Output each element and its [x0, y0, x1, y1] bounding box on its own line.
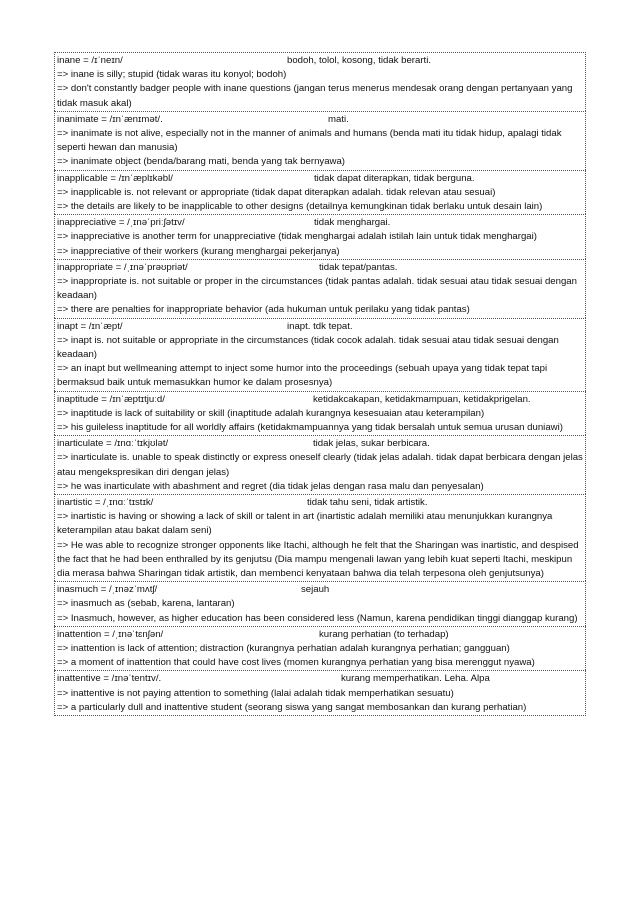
- entry-header: [57, 672, 583, 686]
- entry-inasmuch: [54, 581, 586, 626]
- entry-definition: => inattentive is not paying attention to something (lalai adalah tidak memperhatikan sesuatu): [57, 687, 454, 699]
- entry-inaptitude: [54, 391, 586, 436]
- entry-header: [57, 113, 583, 127]
- entry-definition: => inane is silly; stupid (tidak waras itu konyol; bodoh): [57, 69, 287, 81]
- entry-example: => a moment of inattention that could have cost lives (momen kurangnya perhatian yang bisa merenggut nyawa): [57, 657, 535, 669]
- entry-inattentive: [54, 670, 586, 716]
- entry-gloss: tidak dapat diterapkan, tidak berguna.: [314, 172, 475, 184]
- entry-example: => inanimate object (benda/barang mati, benda yang tak bernyawa): [57, 156, 345, 168]
- entry-definition: => inaptitude is lack of suitability or skill (inaptitude adalah kurangnya kesesuaian atau keterampilan): [57, 407, 485, 419]
- entry-definition: => inasmuch as (sebab, karena, lantaran): [57, 598, 235, 610]
- entry-header: [57, 583, 583, 597]
- entry-inane: [54, 52, 586, 111]
- entry-example: => inappreciative of their workers (kurang menghargai pekerjanya): [57, 245, 340, 257]
- entry-term: inane = /ɪˈneɪn/: [57, 55, 123, 66]
- entry-gloss: tidak tahu seni, tidak artistik.: [307, 496, 428, 508]
- entry-definition: => inappropriate is. not suitable or proper in the circumstances (tidak pantas adalah. tidak sesuai atau tidak sesuai dengan keadaan): [57, 275, 577, 302]
- entry-term: inasmuch = /ˌɪnəzˈmʌtʃ/: [57, 584, 158, 596]
- entry-gloss: tidak jelas, sukar berbicara.: [313, 438, 430, 450]
- entry-term: inarticulate = /ɪnɑːˈtɪkjʊlət/: [57, 438, 169, 450]
- entry-header: [57, 628, 583, 642]
- entry-inattention: [54, 626, 586, 671]
- entry-example: => He was able to recognize stronger opponents like Itachi, although he felt that the Sharingan was inartistic, and despised the fact that he had been enthralled by its genjutsu (Dia mampu mengenali lawan yang lebih kuat seperti Itachi, meskipun dia merasa bahwa Sharingan tidak artistik, dan membenci kenyataan bahwa dia telah terpesona oleh genjutsunya): [57, 539, 579, 579]
- entry-header: [57, 393, 583, 407]
- entry-gloss: ketidakcakapan, ketidakmampuan, ketidakprigelan.: [313, 393, 531, 405]
- entry-definition: => inapt is. not suitable or appropriate in the circumstances (tidak cocok adalah. tidak sesuai atau tidak sesuai dengan keadaan): [57, 334, 559, 360]
- entry-gloss: tidak tepat/pantas.: [319, 261, 398, 273]
- entry-inanimate: [54, 111, 586, 170]
- entry-definition: => inappreciative is another term for unappreciative (tidak menghargai adalah istilah lain untuk tidak menghargai): [57, 231, 537, 243]
- entry-header: [57, 261, 583, 275]
- entry-example: => an inapt but wellmeaning attempt to inject some humor into the proceedings (sebuah upaya yang tidak tepat tapi bermaksud baik untuk memasukkan humor ke dalam prosesnya): [57, 363, 548, 389]
- entry-example: => there are penalties for inappropriate behavior (ada hukuman untuk perilaku yang tidak pantas): [57, 304, 470, 316]
- entry-term: inattention = /ˌɪnəˈtɛnʃən/: [57, 628, 164, 640]
- entry-example: => a particularly dull and inattentive student (seorang siswa yang sangat membosankan dan kurang perhatian): [57, 701, 527, 713]
- entry-header: [57, 496, 583, 510]
- entry-definition: => inapplicable is. not relevant or appropriate (tidak dapat diterapkan adalah. tidak relevan atau sesuai): [57, 186, 496, 198]
- entry-definition: => inanimate is not alive, especially not in the manner of animals and humans (benda mati itu tidak hidup, apalagi tidak seperti hewan dan manusia): [57, 127, 562, 154]
- entry-term: inappropriate = /ˌɪnəˈprəʊpriət/: [57, 261, 188, 273]
- entry-header: [57, 320, 583, 334]
- entry-term: inattentive = /ɪnəˈtentɪv/.: [57, 673, 162, 685]
- entry-header: [57, 172, 583, 186]
- entry-inartistic: [54, 494, 586, 581]
- entry-definition: => inarticulate is. unable to speak distinctly or express oneself clearly (tidak jelas adalah. tidak dapat berbicara dengan jelas atau mengekspresikan diri dengan jelas): [57, 452, 583, 478]
- entry-header: [57, 216, 583, 230]
- entry-gloss: sejauh: [301, 584, 330, 596]
- entry-example: => he was inarticulate with abashment and regret (dia tidak jelas dengan rasa malu dan penyesalan): [57, 480, 484, 492]
- entry-inapt: [54, 318, 586, 391]
- entry-example: => the details are likely to be inapplicable to other designs (detailnya kemungkinan tidak berlaku untuk desain lain): [57, 200, 543, 212]
- entry-gloss: inapt. tdk tepat.: [287, 320, 353, 332]
- entry-gloss: kurang memperhatikan. Leha. Alpa: [341, 673, 490, 685]
- entry-inarticulate: [54, 435, 586, 494]
- entry-term: inappreciative = /ˌɪnəˈpriːʃətɪv/: [57, 217, 185, 229]
- entry-header: [57, 54, 583, 68]
- entry-example: => don't constantly badger people with inane questions (jangan terus menerus mendesak orang dengan pertanyaan yang tidak masuk akal): [57, 83, 573, 109]
- entry-inapplicable: [54, 170, 586, 215]
- entry-term: inapplicable = /ɪnˈæplɪkəbl/: [57, 172, 173, 184]
- entry-definition: => inartistic is having or showing a lack of skill or talent in art (inartistic adalah memiliki atau menunjukkan kurangnya keterampilan atau bakat dalam seni): [57, 511, 553, 537]
- entry-term: inartistic = /ˌɪnɑːˈtɪstɪk/: [57, 496, 154, 508]
- entry-term: inapt = /ɪnˈæpt/: [57, 320, 123, 332]
- dictionary-table: [54, 52, 586, 716]
- entry-example: => Inasmuch, however, as higher education has been considered less (Namun, karena pendidikan tinggi dianggap kurang): [57, 612, 578, 624]
- entry-gloss: mati.: [328, 113, 349, 125]
- entry-inappreciative: [54, 214, 586, 259]
- entry-gloss: bodoh, tolol, kosong, tidak berarti.: [287, 55, 431, 66]
- entry-inappropriate: [54, 259, 586, 318]
- entry-term: inaptitude = /ɪnˈæptɪtjuːd/: [57, 393, 165, 405]
- entry-definition: => inattention is lack of attention; distraction (kurangnya perhatian adalah kurangnya perhatian; gangguan): [57, 642, 510, 654]
- entry-term: inanimate = /ɪnˈænɪmət/.: [57, 113, 163, 125]
- entry-example: => his guileless inaptitude for all worldly affairs (ketidakmampuannya yang tidak bersalah untuk semua urusan duniawi): [57, 421, 563, 433]
- entry-gloss: kurang perhatian (to terhadap): [319, 628, 449, 640]
- entry-gloss: tidak menghargai.: [314, 217, 391, 229]
- entry-header: [57, 437, 583, 451]
